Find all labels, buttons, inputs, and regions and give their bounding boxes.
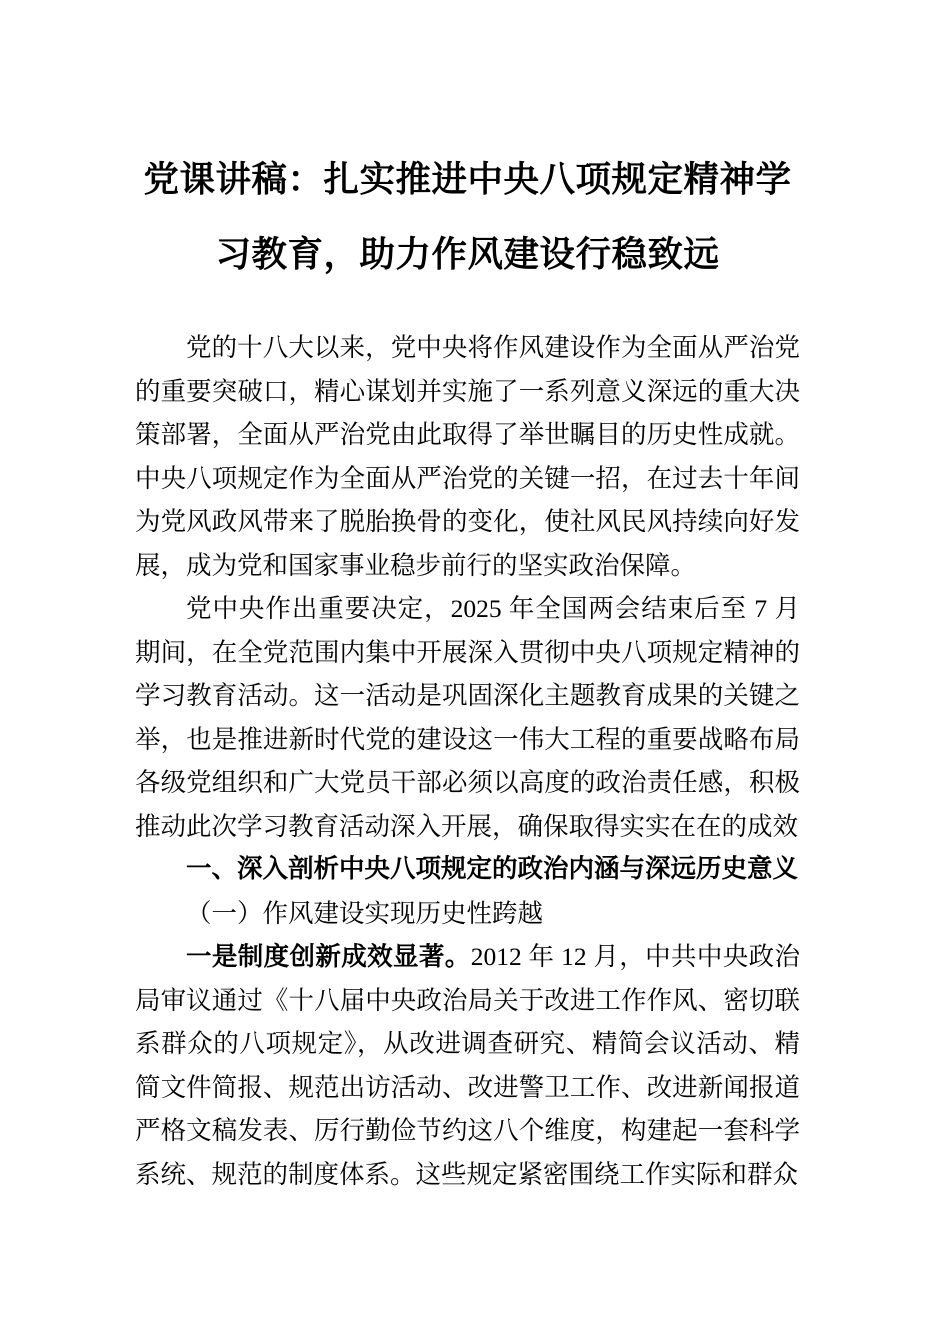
subsection-heading-1-1: （一）作风建设实现历史性跨越: [186, 898, 544, 928]
paragraph-lead-body: 2012 年 12 月，中共中央政治局审议通过《十八届中央政治局关于改进工作作风、密切联系群众的八项规定》，从改进调查研究、精简会议活动、精简文件简报、规范出访活动、改进警卫工作、改进新闻报道严格文稿发表、厉行勤俭节约这八个维度，构建起一套科学系统、规范的制度体系。这些规定紧密围绕工作实际和群众: [135, 942, 800, 1189]
paragraph-central-decision: 党中央作出重要决定，2025 年全国两会结束后至 7 月期间，在全党范围内集中开展深入贯彻中央八项规定精神的学习教育活动。这一活动是巩固深化主题教育成果的关键之举，也是推进新时代党的建设这一伟大工程的重要战略布局各级党组织和广大党员干部必须以高度的政治责任感，积极推动此次学习教育活动深入开展，确保取得实实在在的成效: [135, 594, 800, 841]
paragraph-lead-emphasis: 一是制度创新成效显著。: [186, 942, 471, 971]
paragraph-intro: 党的十八大以来，党中央将作风建设作为全面从严治党的重要突破口，精心谋划并实施了一系列意义深远的重大决策部署，全面从严治党由此取得了举世瞩目的历史性成就。中央八项规定作为全面从严治党的关键一招，在过去十年间为党风政风带来了脱胎换骨的变化，使社风民风持续向好发展，成为党和国家事业稳步前行的坚实政治保障。: [135, 333, 800, 580]
document-body: [135, 326, 800, 1196]
section-heading-1: 一、深入剖析中央八项规定的政治内涵与深远历史意义: [186, 855, 799, 883]
paragraph-institutional-innovation: [135, 935, 800, 1196]
document-title: 党课讲稿：扎实推进中央八项规定精神学习教育，助力作风建设行稳致远: [143, 159, 792, 274]
